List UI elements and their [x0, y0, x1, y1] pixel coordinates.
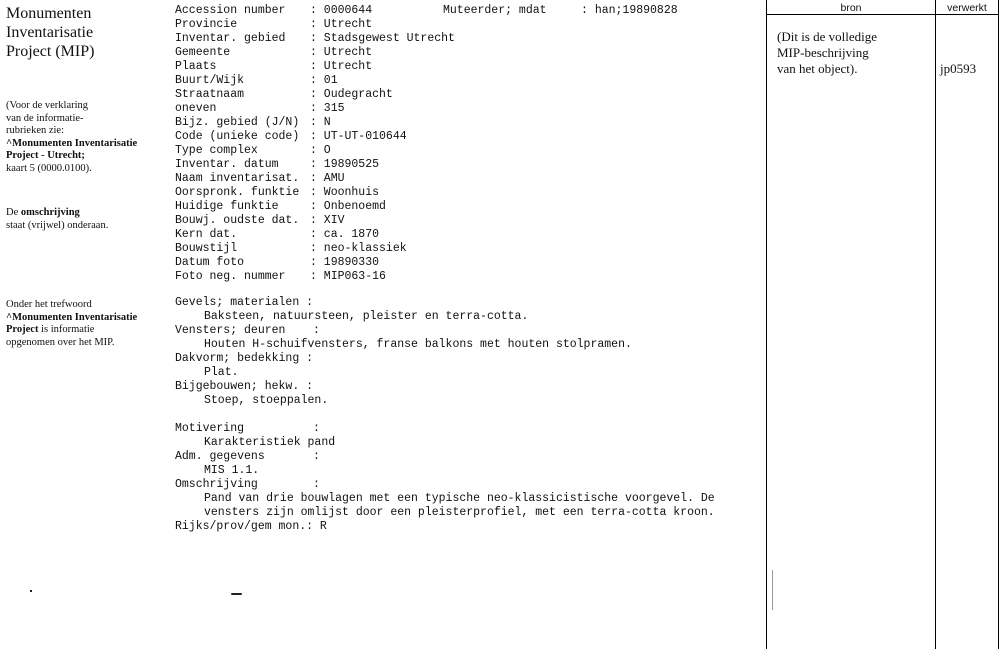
description-heading: Motivering :: [175, 422, 320, 435]
note-line-2: staat (vrijwel) onderaan.: [6, 219, 109, 231]
description-value: Stoep, stoeppalen.: [204, 394, 329, 407]
scan-speck: [30, 590, 32, 592]
description-value: Pand van drie bouwlagen met een typische neo-klassicistische voorgevel. De: [204, 492, 715, 505]
field-value: : XIV: [310, 214, 345, 227]
field-value: : 0000644: [310, 4, 373, 17]
field-label: Bijz. gebied (J/N): [175, 116, 300, 129]
description-value: Karakteristiek pand: [204, 436, 336, 449]
field-row: [175, 158, 455, 172]
bron-cell: [777, 29, 927, 77]
field-label: Accession number: [175, 4, 286, 17]
description-value: Baksteen, natuursteen, pleister en terra-cotta.: [204, 310, 529, 323]
description-heading: Adm. gegevens :: [175, 450, 320, 463]
field-value: : ca. 1870: [310, 228, 380, 241]
field-row: [175, 228, 455, 242]
field-label: Naam inventarisat.: [175, 172, 300, 185]
title-line: Inventarisatie: [6, 24, 94, 41]
record-description: [175, 296, 715, 534]
field-row: [175, 60, 455, 74]
note-line: opgenomen over het MIP.: [6, 336, 115, 348]
header-bron: bron: [840, 2, 862, 14]
field-value: : Onbenoemd: [310, 200, 386, 213]
field-row: [175, 4, 455, 18]
table-left-border: [766, 0, 767, 649]
description-value: Plat.: [204, 366, 239, 379]
description-heading: Rijks/prov/gem mon.: R: [175, 520, 327, 533]
description-heading: Bijgebouwen; hekw. :: [175, 380, 314, 393]
description-value: vensters zijn omlijst door een pleisterprofiel, met een terra-cotta kroon.: [204, 506, 715, 519]
field-row: [175, 186, 455, 200]
note-line: Onder het trefwoord: [6, 299, 92, 310]
bron-line: van het object).: [777, 61, 858, 76]
field-label: Datum foto: [175, 256, 245, 269]
field-value: : Stadsgewest Utrecht: [310, 32, 455, 45]
field-row: [175, 270, 455, 284]
field-row: [175, 32, 455, 46]
title-line: Monumenten: [6, 5, 92, 22]
bron-line: MIP-beschrijving: [777, 45, 869, 60]
field-label: Straatnaam: [175, 88, 245, 101]
field-row: [175, 46, 455, 60]
description-note: [6, 207, 166, 232]
field-value: : Utrecht: [310, 18, 373, 31]
field-value: : 01: [310, 74, 338, 87]
field-value: : N: [310, 116, 331, 129]
field-label: Plaats: [175, 60, 217, 73]
field-row: [175, 214, 455, 228]
muteerder-field: Muteerder; mdat : han;19890828: [443, 4, 678, 17]
title-line: Project (MIP): [6, 43, 95, 60]
field-row: [175, 18, 455, 32]
note-line: van de informatie-: [6, 112, 84, 124]
field-row: [175, 116, 455, 130]
field-value: : neo-klassiek: [310, 242, 407, 255]
field-row: [175, 256, 455, 270]
field-label: Inventar. gebied: [175, 32, 286, 45]
field-value: : 19890525: [310, 158, 380, 171]
note-line-mixed: [6, 324, 166, 337]
note-text: is informatie: [38, 324, 95, 335]
field-value: : 19890330: [310, 256, 380, 269]
field-label: Kern dat.: [175, 228, 238, 241]
field-label: Foto neg. nummer: [175, 270, 286, 283]
scan-speck: [231, 593, 242, 595]
table-column-divider: [935, 0, 936, 649]
field-row: [175, 172, 455, 186]
bron-line: (Dit is de volledige: [777, 29, 878, 44]
note-line: (Voor de verklaring: [6, 100, 89, 111]
note-bold-word: omschrijving: [20, 207, 80, 218]
field-row: [175, 130, 455, 144]
field-label: Type complex: [175, 144, 258, 157]
note-line: kaart 5 (0000.0100).: [6, 162, 92, 174]
document-title: [6, 4, 166, 61]
field-row: [175, 242, 455, 256]
description-heading: Gevels; materialen :: [175, 296, 314, 309]
scan-mark: [772, 570, 773, 610]
record-fields: [175, 4, 455, 284]
table-header-rule: [766, 14, 999, 15]
header-verwerkt: verwerkt: [947, 2, 987, 14]
description-heading: [175, 408, 715, 422]
field-value: : Oudegracht: [310, 88, 393, 101]
field-label: Provincie: [175, 18, 238, 31]
note-line: rubrieken zie:: [6, 125, 65, 136]
field-row: [175, 88, 455, 102]
field-row: [175, 144, 455, 158]
field-row: [175, 102, 455, 116]
field-value: : Woonhuis: [310, 186, 380, 199]
note-bold-line: ^Monumenten Inventarisatie: [6, 311, 138, 323]
field-label: Oorspronk. funktie: [175, 186, 300, 199]
note-bold-line: ^Monumenten Inventarisatie: [6, 137, 138, 149]
description-value: MIS 1.1.: [204, 464, 260, 477]
field-label: Buurt/Wijk: [175, 74, 245, 87]
keyword-note: [6, 299, 166, 349]
description-value: Houten H-schuifvensters, franse balkons met houten stolpramen.: [204, 338, 632, 351]
note-bold-word: Project: [6, 324, 39, 335]
field-label: Bouwj. oudste dat.: [175, 214, 300, 227]
note-line-1: [6, 207, 166, 220]
field-value: : UT-UT-010644: [310, 130, 407, 143]
field-label: oneven: [175, 102, 217, 115]
note-bold-line: Project - Utrecht;: [6, 150, 85, 161]
field-label: Bouwstijl: [175, 242, 238, 255]
field-label: Huidige funktie: [175, 200, 279, 213]
field-value: : MIP063-16: [310, 270, 386, 283]
field-value: : 315: [310, 102, 345, 115]
field-label: Inventar. datum: [175, 158, 279, 171]
field-row: [175, 200, 455, 214]
note-text: De: [6, 207, 21, 218]
explanation-note: [6, 100, 166, 175]
description-heading: Omschrijving :: [175, 478, 320, 491]
table-right-border: [998, 0, 999, 649]
description-heading: Dakvorm; bedekking :: [175, 352, 314, 365]
field-value: : Utrecht: [310, 46, 373, 59]
field-label: Code (unieke code): [175, 130, 300, 143]
field-row: [175, 74, 455, 88]
verwerkt-cell: jp0593: [940, 61, 977, 76]
field-value: : Utrecht: [310, 60, 373, 73]
field-value: : O: [310, 144, 331, 157]
field-value: : AMU: [310, 172, 345, 185]
description-heading: Vensters; deuren :: [175, 324, 320, 337]
field-label: Gemeente: [175, 46, 231, 59]
